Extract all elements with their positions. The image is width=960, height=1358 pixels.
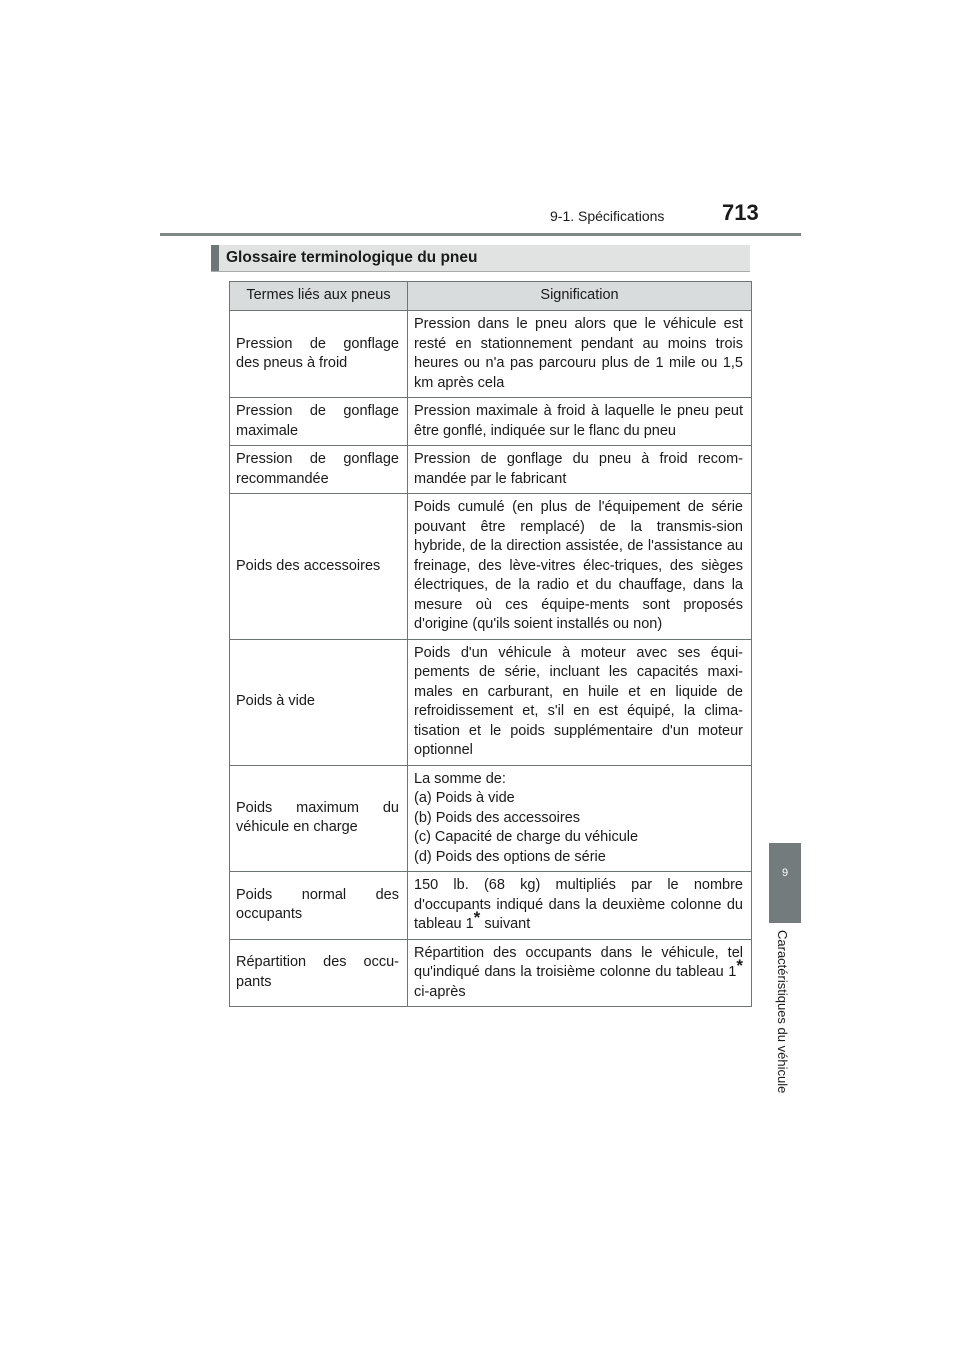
- section-heading-accent: [211, 245, 219, 271]
- table-row: [230, 446, 752, 494]
- section-title: Glossaire terminologique du pneu: [226, 249, 478, 266]
- term-cell: Poids à vide: [230, 639, 408, 765]
- term-cell: Poids des accessoires: [230, 494, 408, 640]
- definition-intro: La somme de:: [414, 770, 506, 787]
- definition-cell: Poids cumulé (en plus de l'équipement de série pouvant être remplacé) de la transmis-sion hybride, de la direction assistée, de l'assistance au freinage, des lève-vitres élec-triques, des sièges électriques, de la radio et du chauffage, dans la mesure où ces équipe-ments sont proposés d'origine (qu'ils soient installés ou non): [408, 494, 752, 640]
- table-row: [230, 639, 752, 765]
- tire-glossary-table: [229, 281, 752, 1007]
- table-row: [230, 311, 752, 398]
- table-row: [230, 765, 752, 872]
- definition-cell: [408, 765, 752, 872]
- term-cell: Pression de gonflage maximale: [230, 398, 408, 446]
- definition-cell: Pression de gonflage du pneu à froid recom-mandée par le fabricant: [408, 446, 752, 494]
- term-cell: Poids normal des occupants: [230, 872, 408, 940]
- definition-cell: Pression dans le pneu alors que le véhicule est resté en stationnement pendant au moins trois heures ou n'a pas parcouru plus de 1 mile ou 1,5 km après cela: [408, 311, 752, 398]
- definition-cell: Poids d'un véhicule à moteur avec ses équi-pements de série, incluant les capacités maxi-males en carburant, en huile et en liquide de refroidissement et, s'il en est équipé, la clima-tisation et le poids supplémentaire d'un moteur optionnel: [408, 639, 752, 765]
- definition-cell: [408, 939, 752, 1007]
- definition-list-item: (d) Poids des options de série: [414, 848, 606, 865]
- definition-text-end: ci-après: [414, 983, 466, 1000]
- chapter-side-title: Caractéristiques du véhicule: [775, 930, 790, 1094]
- running-header-section: 9-1. Spécifications: [550, 208, 665, 224]
- term-cell: Pression de gonflage recommandée: [230, 446, 408, 494]
- footnote-asterisk: *: [473, 908, 481, 927]
- column-header-terms: Termes liés aux pneus: [230, 282, 408, 311]
- table-row: [230, 872, 752, 940]
- table-row: [230, 939, 752, 1007]
- definition-text: 150 lb. (68 kg) multipliés par le nombre d'occupants indiqué dans la deuxième colonne du tableau 1: [414, 877, 743, 932]
- table-row: [230, 398, 752, 446]
- page-number: 713: [722, 200, 759, 225]
- definition-cell: [408, 872, 752, 940]
- header-divider: [160, 233, 801, 236]
- chapter-tab-number: 9: [781, 867, 789, 879]
- table-header-row: [230, 282, 752, 311]
- chapter-tab: [769, 843, 801, 923]
- definition-list-item: (a) Poids à vide: [414, 790, 515, 806]
- footnote-asterisk: *: [736, 956, 743, 975]
- definition-list-item: (c) Capacité de charge du véhicule: [414, 829, 639, 845]
- term-cell: Poids maximum du véhicule en charge: [230, 765, 408, 872]
- definition-text-end: suivant: [480, 916, 531, 932]
- section-heading-bar: [211, 245, 750, 272]
- table-row: [230, 494, 752, 640]
- column-header-meaning: Signification: [408, 282, 752, 311]
- definition-cell: Pression maximale à froid à laquelle le pneu peut être gonflé, indiquée sur le flanc du pneu: [408, 398, 752, 446]
- term-cell: Répartition des occu-pants: [230, 939, 408, 1007]
- definition-text: Répartition des occupants dans le véhicule, tel qu'indiqué dans la troisième colonne du tableau 1: [414, 944, 743, 980]
- definition-list-item: (b) Poids des accessoires: [414, 809, 581, 826]
- term-cell: Pression de gonflage des pneus à froid: [230, 311, 408, 398]
